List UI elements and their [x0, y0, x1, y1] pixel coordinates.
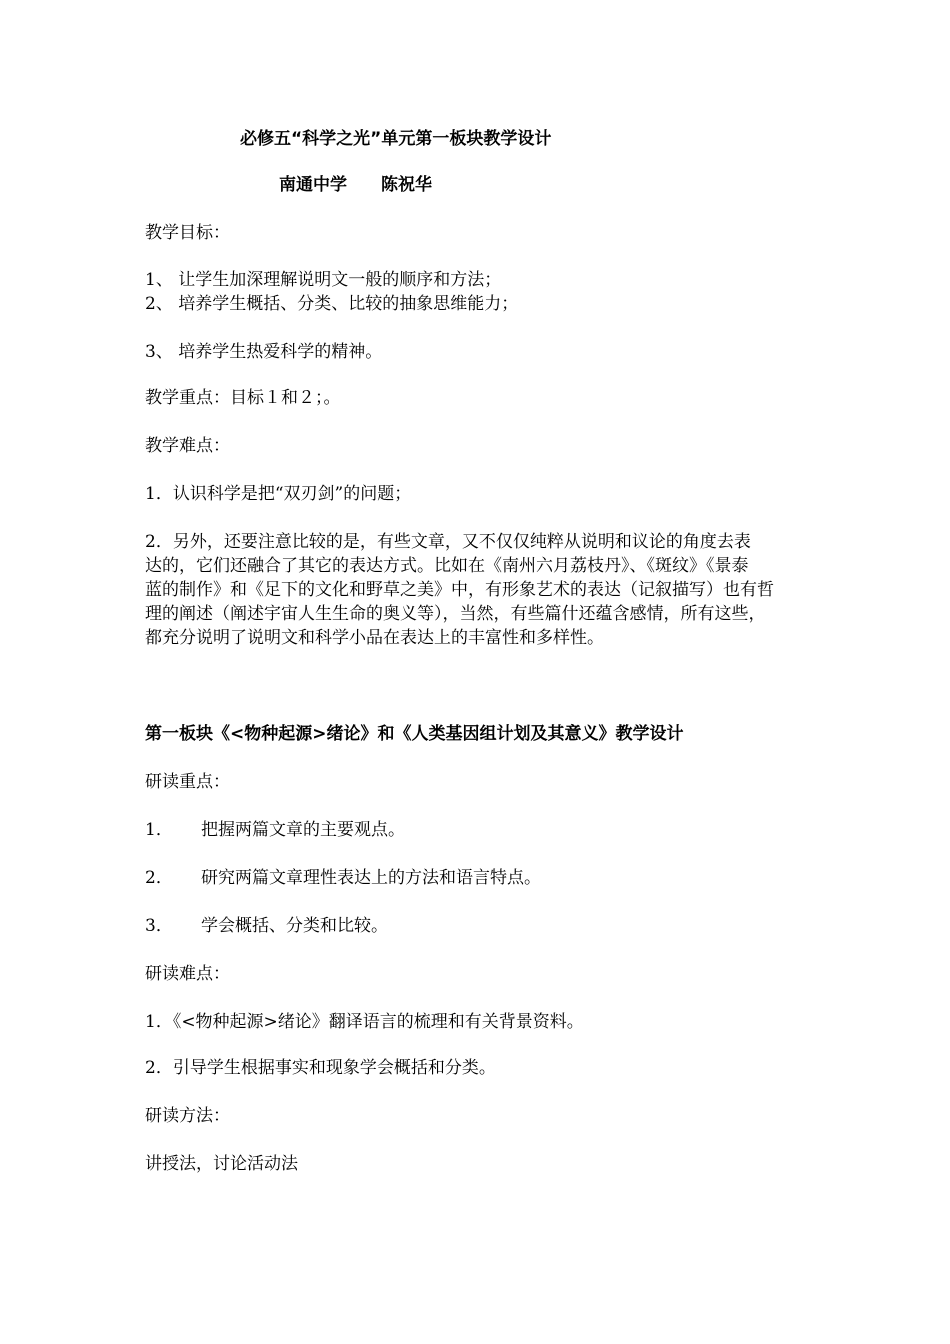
goals-heading: 教学目标：: [145, 223, 230, 243]
author-line: 南通中学 陈祝华: [279, 175, 432, 195]
item-number: 2．: [145, 868, 173, 888]
study-focus-item: [145, 866, 541, 890]
goal-item: 1、 让学生加深理解说明文一般的顺序和方法；: [145, 270, 502, 290]
study-focus-item: [145, 818, 405, 842]
study-difficulty-heading: 研读难点：: [145, 964, 230, 984]
study-focus-item: [145, 914, 388, 938]
study-focus-heading: 研读重点：: [145, 772, 230, 792]
item-number: 1．: [145, 820, 173, 840]
item-number: 3．: [145, 916, 173, 936]
difficulty-paragraph-line: 2．另外，还要注意比较的是，有些文章，又不仅仅纯粹从说明和议论的角度去表: [145, 532, 751, 552]
difficulty-paragraph-line: 达的，它们还融合了其它的表达方式。比如在《南州六月荔枝丹》、《斑纹》《景泰: [145, 556, 749, 576]
goal-item: 2、 培养学生概括、分类、比较的抽象思维能力；: [145, 294, 519, 314]
study-difficulty-item: 1．《<物种起源>绪论》翻译语言的梳理和有关背景资料。: [145, 1012, 584, 1032]
method-text: 讲授法，讨论活动法: [145, 1154, 298, 1174]
difficulty-paragraph-line: 都充分说明了说明文和科学小品在表达上的丰富性和多样性。: [145, 628, 604, 648]
item-text: 学会概括、分类和比较。: [201, 916, 388, 936]
item-text: 研究两篇文章理性表达上的方法和语言特点。: [201, 868, 541, 888]
section-title: 第一板块《<物种起源>绪论》和《人类基因组计划及其意义》教学设计: [145, 724, 684, 744]
difficulty-item: 1．认识科学是把“双刃剑”的问题；: [145, 484, 412, 504]
goal-item: 3、 培养学生热爱科学的精神。: [145, 342, 383, 362]
difficulty-paragraph-line: 蓝的制作》和《足下的文化和野草之美》中，有形象艺术的表达（记叙描写）也有哲: [145, 580, 774, 600]
difficulty-heading: 教学难点：: [145, 436, 230, 456]
focus-line: 教学重点：目标１和２；。: [145, 388, 341, 408]
difficulty-paragraph-line: 理的阐述（阐述宇宙人生生命的奥义等），当然，有些篇什还蕴含感情，所有这些，: [145, 604, 766, 624]
document-title: 必修五“科学之光”单元第一板块教学设计: [240, 129, 552, 149]
item-text: 把握两篇文章的主要观点。: [201, 820, 405, 840]
study-difficulty-item: 2．引导学生根据事实和现象学会概括和分类。: [145, 1058, 496, 1078]
method-heading: 研读方法：: [145, 1106, 230, 1126]
